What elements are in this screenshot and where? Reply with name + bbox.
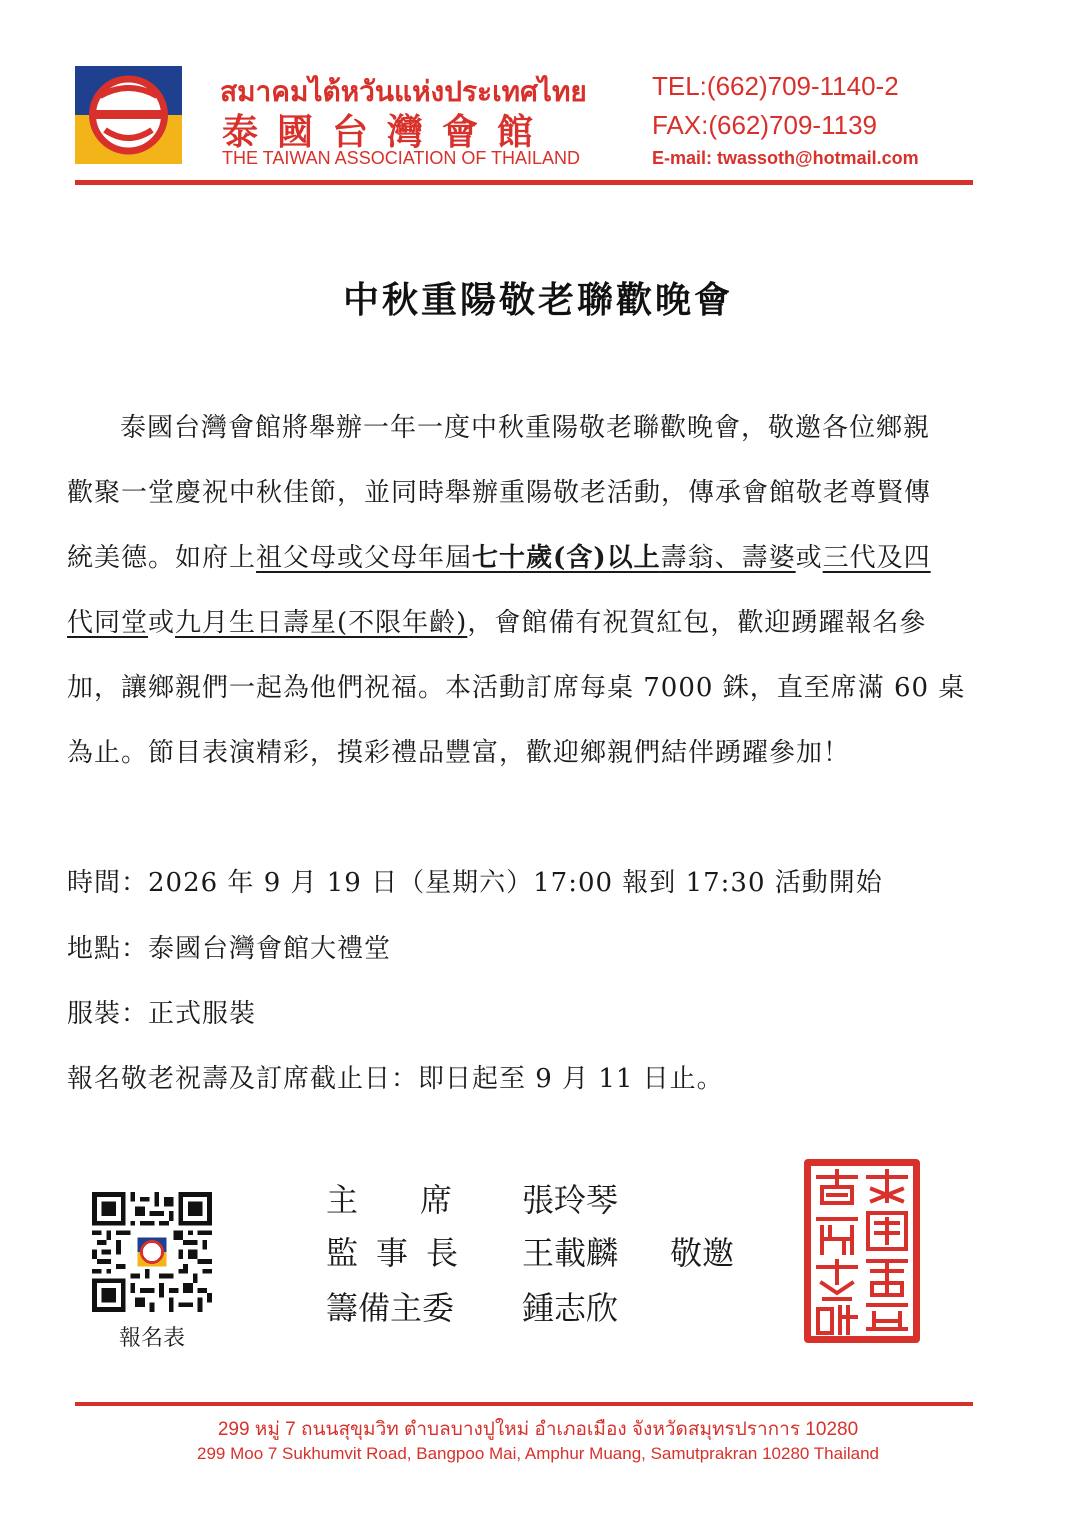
phone-number: TEL:(662)709-1140-2	[652, 71, 899, 101]
org-name-thai: สมาคมไต้หวันแห่งประเทศไทย	[220, 75, 587, 108]
body-text: 或	[148, 608, 176, 638]
footer-address-english: 299 Moo 7 Sukhumvit Road, Bangpoo Mai, Amphur Muang, Samutprakran 10280 Thailand	[197, 1444, 879, 1463]
document-title: 中秋重陽敬老聯歡晚會	[342, 279, 733, 321]
underlined-text: 三代及四	[822, 543, 931, 573]
footer-divider	[75, 1402, 973, 1406]
body-line-2: 歡聚一堂慶祝中秋佳節，並同時舉辦重陽敬老活動，傳承會館敬老尊賢傳	[67, 478, 932, 508]
event-place: 地點：泰國台灣會館大禮堂	[67, 934, 392, 964]
header-divider	[75, 180, 973, 185]
signatory-name-1: 張玲琴	[522, 1181, 619, 1219]
footer-address-thai: 299 หมู่ 7 ถนนสุขุมวิท ตำบลบางปูใหม่ อำเภอเมือง จังหวัดสมุทรปราการ 10280	[217, 1419, 859, 1440]
body-line-4	[67, 602, 926, 639]
org-name-english: THE TAIWAN ASSOCIATION OF THAILAND	[222, 148, 581, 168]
underlined-text: 祖父母或父母年屆	[256, 543, 473, 573]
signatory-role-2: 監事長	[326, 1234, 477, 1272]
signatory-role-1: 主席	[326, 1181, 515, 1219]
signatory-name-2: 王載麟	[522, 1234, 619, 1272]
body-line-3	[67, 537, 931, 574]
body-line-5: 加，讓鄉親們一起為他們祝福。本活動訂席每桌 7000 銖，直至席滿 60 桌	[67, 673, 966, 703]
fax-number: FAX:(662)709-1139	[652, 110, 877, 140]
org-name-chinese: 泰國台灣會館	[222, 111, 553, 153]
bold-underlined-text: 七十歲(含)以上	[472, 543, 661, 573]
official-seal-stamp	[802, 1157, 922, 1345]
underlined-text: 壽翁、壽婆	[660, 543, 796, 573]
invitation-closing: 敬邀	[670, 1234, 735, 1272]
event-time: 時間：2026 年 9 月 19 日（星期六）17:00 報到 17:30 活動開始	[67, 868, 883, 898]
registration-qr-code[interactable]	[92, 1192, 212, 1312]
email-address: E-mail: twassoth@hotmail.com	[652, 148, 919, 168]
registration-deadline: 報名敬老祝壽及訂席截止日：即日起至 9 月 11 日止。	[67, 1064, 724, 1094]
event-dress-code: 服裝：正式服裝	[67, 999, 257, 1029]
body-text: 統美德。如府上	[67, 543, 257, 573]
signatory-role-3: 籌備主委	[326, 1289, 455, 1327]
underlined-text: 代同堂	[67, 608, 149, 638]
body-line-1: 泰國台灣會館將舉辦一年一度中秋重陽敬老聯歡晚會，敬邀各位鄉親	[120, 413, 931, 443]
body-text: 或	[795, 543, 823, 573]
underlined-text: 九月生日壽星(不限年齡)	[175, 608, 468, 638]
body-text: ，會館備有祝賀紅包，歡迎踴躍報名參	[467, 608, 927, 638]
signatory-name-3: 鍾志欣	[522, 1289, 619, 1327]
body-line-6: 為止。節目表演精彩，摸彩禮品豐富，歡迎鄉親們結伴踴躍參加！	[67, 738, 851, 768]
qr-code-label: 報名表	[118, 1326, 185, 1351]
association-logo	[75, 66, 182, 164]
